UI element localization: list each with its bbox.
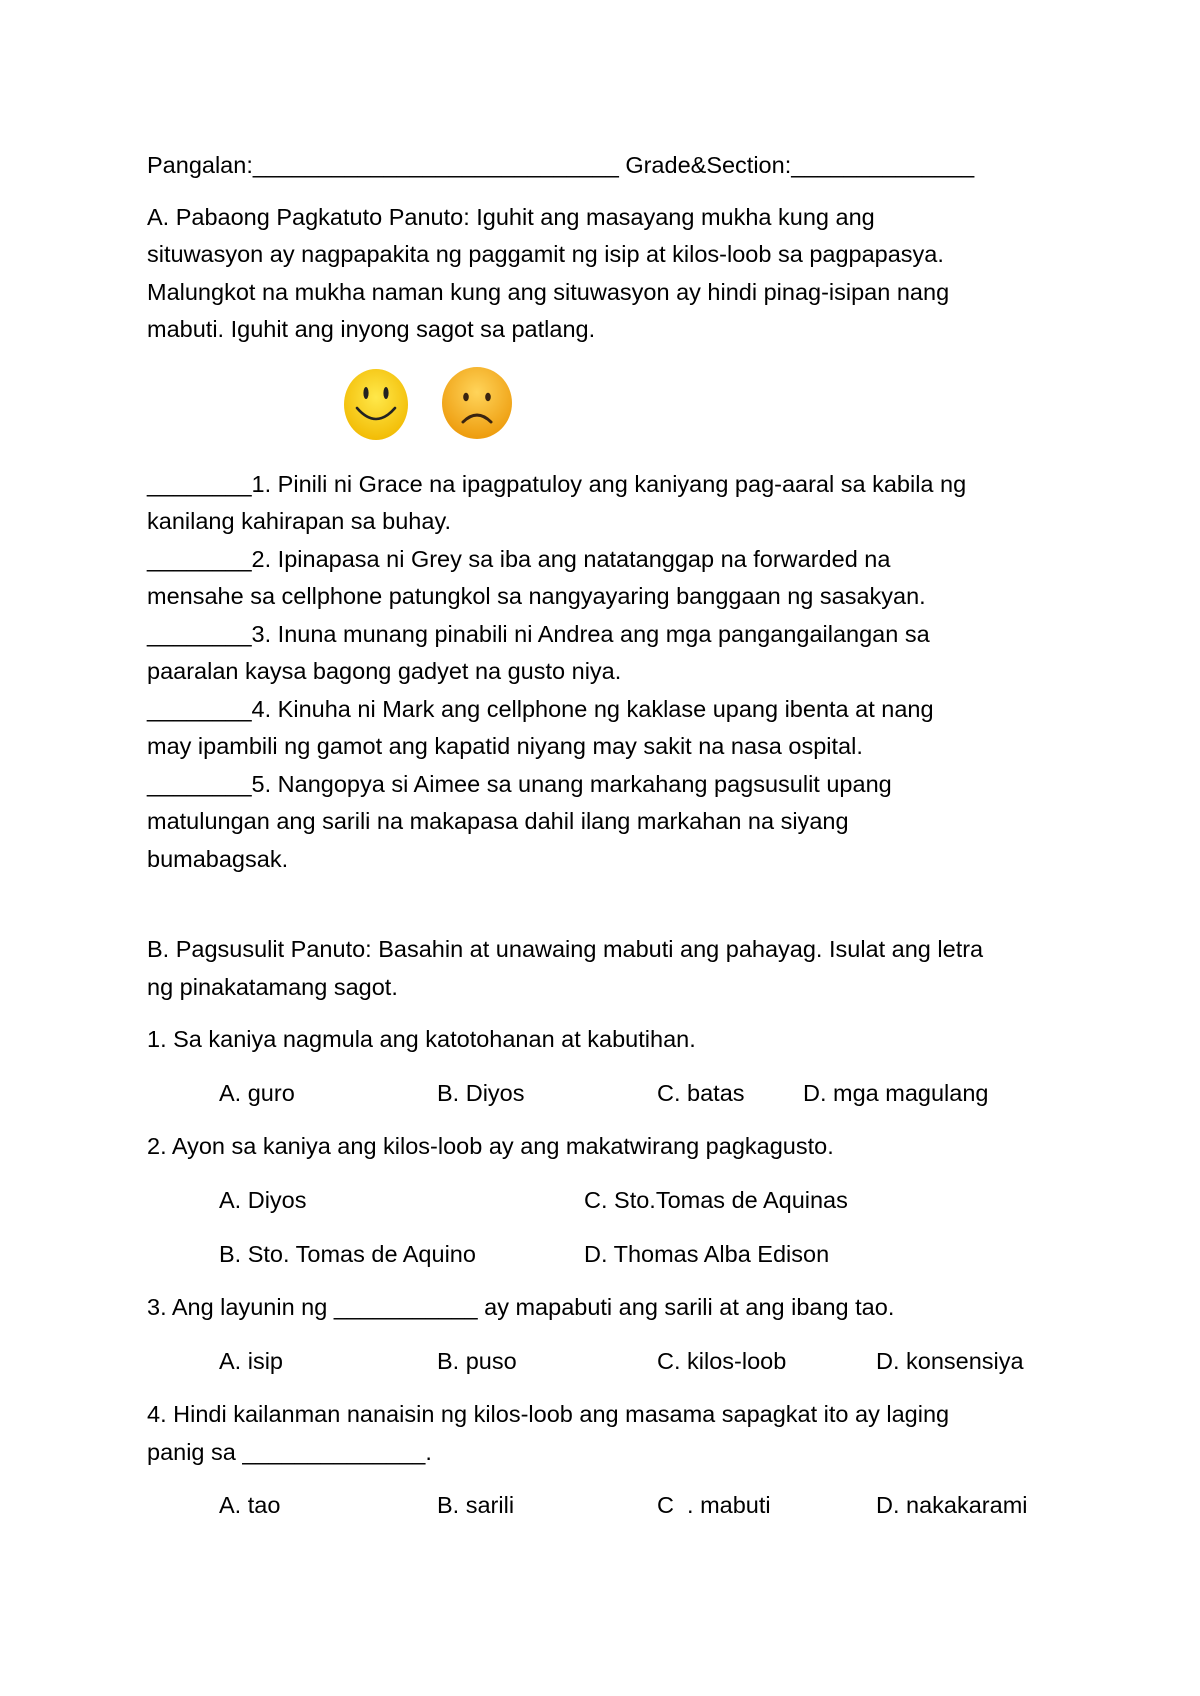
part-a-item-line: matulungan ang sarili na makapasa dahil ilang markahan na siyang [147, 808, 849, 834]
q2-option-a: A. Diyos [219, 1187, 307, 1213]
part-b-instruction-line: B. Pagsusulit Panuto: Basahin at unawaing mabuti ang pahayag. Isulat ang letra [147, 936, 984, 962]
part-a-instruction-line: mabuti. Iguhit ang inyong sagot sa patlang. [147, 316, 596, 342]
question-4-line: 4. Hindi kailanman nanaisin ng kilos-loob ang masama sapagkat ito ay laging [147, 1401, 950, 1427]
part-a-instruction-line: Malungkot na mukha naman kung ang situwasyon ay hindi pinag-isipan nang [147, 279, 950, 305]
happy-face-icon [343, 368, 409, 441]
q4-option-b: B. sarili [437, 1492, 515, 1518]
part-a-item-line: paaralan kaysa bagong gadyet na gusto niya. [147, 658, 622, 684]
name-blank: ____________________________ [252, 152, 619, 178]
part-a-item-line: bumabagsak. [147, 846, 289, 872]
header-line [147, 147, 1077, 185]
q3-option-c: C. kilos-loob [657, 1348, 787, 1374]
question-2: 2. Ayon sa kaniya ang kilos-loob ay ang makatwirang pagkagusto. [147, 1133, 834, 1159]
q4-option-d: D. nakakarami [876, 1492, 1028, 1518]
q1-option-a: A. guro [219, 1080, 295, 1106]
part-a-item-line: ________3. Inuna munang pinabili ni Andrea ang mga pangangailangan sa [147, 621, 930, 647]
q4-option-c: C . mabuti [657, 1492, 771, 1518]
q3-option-a: A. isip [219, 1348, 283, 1374]
part-a-item-line: ________2. Ipinapasa ni Grey sa iba ang natatanggap na forwarded na [147, 546, 891, 572]
q1-option-b: B. Diyos [437, 1080, 525, 1106]
part-a-item-line: ________1. Pinili ni Grace na ipagpatuloy ang kaniyang pag-aaral sa kabila ng [147, 471, 967, 497]
part-a-item-line: may ipambili ng gamot ang kapatid niyang may sakit na nasa ospital. [147, 733, 863, 759]
q2-option-c: C. Sto.Tomas de Aquinas [584, 1187, 848, 1213]
part-b-instruction-line: ng pinakatamang sagot. [147, 974, 398, 1000]
q1-option-d: D. mga magulang [803, 1080, 989, 1106]
q4-option-a: A. tao [219, 1492, 281, 1518]
q2-option-b: B. Sto. Tomas de Aquino [219, 1241, 476, 1267]
q3-option-b: B. puso [437, 1348, 517, 1374]
part-a-instruction-line: situwasyon ay nagpapakita ng paggamit ng isip at kilos-loob sa pagpapasya. [147, 241, 944, 267]
part-a-instruction-line: A. Pabaong Pagkatuto Panuto: Iguhit ang masayang mukha kung ang [147, 204, 875, 230]
part-a-item-line: mensahe sa cellphone patungkol sa nangyayaring banggaan ng sasakyan. [147, 583, 926, 609]
part-a-item-line: kanilang kahirapan sa buhay. [147, 508, 451, 534]
name-label: Pangalan: [147, 152, 253, 178]
q3-option-d: D. konsensiya [876, 1348, 1024, 1374]
question-3: 3. Ang layunin ng ___________ ay mapabuti ang sarili at ang ibang tao. [147, 1294, 895, 1320]
part-a-item-line: ________5. Nangopya si Aimee sa unang markahang pagsusulit upang [147, 771, 892, 797]
part-a-item-line: ________4. Kinuha ni Mark ang cellphone ng kaklase upang ibenta at nang [147, 696, 934, 722]
q1-option-c: C. batas [657, 1080, 745, 1106]
section-blank: ______________ [791, 152, 975, 178]
section-label: Grade&Section: [625, 152, 792, 178]
q2-option-d: D. Thomas Alba Edison [584, 1241, 830, 1267]
question-4-line: panig sa ______________. [147, 1439, 432, 1465]
sad-face-icon [441, 366, 513, 440]
question-1: 1. Sa kaniya nagmula ang katotohanan at kabutihan. [147, 1026, 696, 1052]
